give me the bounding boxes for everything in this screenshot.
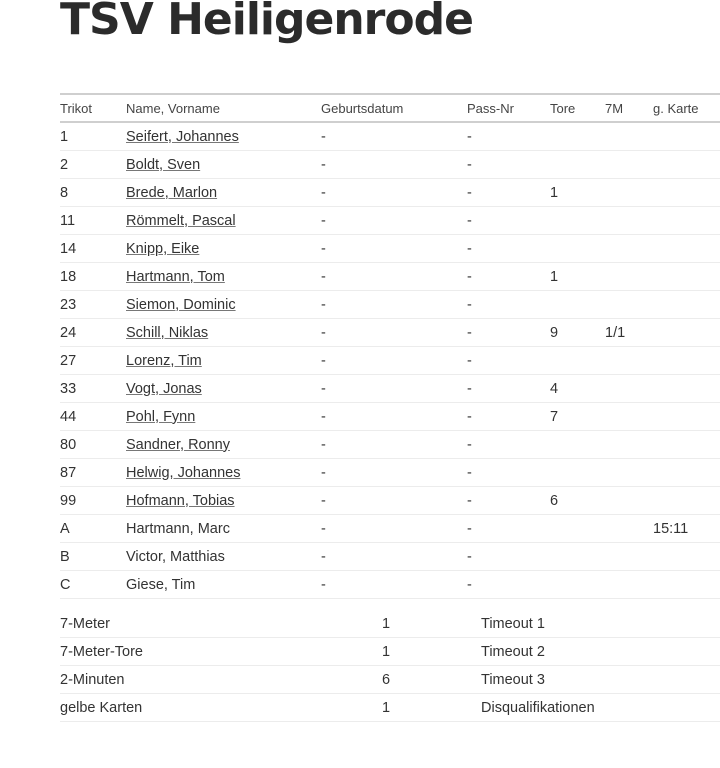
trikot-cell: 8 (60, 179, 126, 207)
col-tore: Tore (550, 94, 605, 122)
stat-label: 7-Meter-Tore (60, 638, 382, 666)
stats-row (60, 638, 720, 666)
name-cell (126, 375, 321, 403)
geburtsdatum-cell: - (321, 375, 467, 403)
table-row (60, 179, 720, 207)
player-link[interactable]: Hofmann, Tobias (126, 492, 235, 509)
stat-value (655, 638, 720, 666)
tore-cell (550, 543, 605, 571)
tore-cell (550, 571, 605, 599)
7m-cell (605, 487, 653, 515)
geburtsdatum-cell: - (321, 431, 467, 459)
geburtsdatum-cell: - (321, 515, 467, 543)
tore-cell (550, 291, 605, 319)
name-cell: Giese, Tim (126, 571, 321, 599)
tore-cell (550, 122, 605, 151)
tore-cell: 1 (550, 179, 605, 207)
7m-cell: 1/1 (605, 319, 653, 347)
7m-cell (605, 179, 653, 207)
gelbe-karte-cell (653, 459, 720, 487)
trikot-cell: 23 (60, 291, 126, 319)
col-name: Name, Vorname (126, 94, 321, 122)
name-cell (126, 487, 321, 515)
player-link[interactable]: Seifert, Johannes (126, 128, 239, 145)
name-cell (126, 403, 321, 431)
7m-cell (605, 122, 653, 151)
pass-nr-cell: - (467, 179, 550, 207)
stat-label: Timeout 3 (481, 666, 655, 694)
pass-nr-cell: - (467, 431, 550, 459)
trikot-cell: 2 (60, 151, 126, 179)
tore-cell (550, 431, 605, 459)
stat-value (655, 694, 720, 722)
stat-value (655, 666, 720, 694)
gelbe-karte-cell (653, 122, 720, 151)
stat-label: Disqualifikationen (481, 694, 655, 722)
name-cell: Hartmann, Marc (126, 515, 321, 543)
name-cell (126, 459, 321, 487)
col-geburtsdatum: Geburtsdatum (321, 94, 467, 122)
stat-label: gelbe Karten (60, 694, 382, 722)
tore-cell: 9 (550, 319, 605, 347)
stat-value: 1 (382, 694, 481, 722)
pass-nr-cell: - (467, 319, 550, 347)
name-cell: Victor, Matthias (126, 543, 321, 571)
trikot-cell: 14 (60, 235, 126, 263)
col-7m: 7M (605, 94, 653, 122)
player-link[interactable]: Helwig, Johannes (126, 464, 241, 481)
name-cell (126, 122, 321, 151)
trikot-cell: 87 (60, 459, 126, 487)
7m-cell (605, 375, 653, 403)
col-trikot: Trikot (60, 94, 126, 122)
gelbe-karte-cell (653, 487, 720, 515)
geburtsdatum-cell: - (321, 207, 467, 235)
name-cell (126, 151, 321, 179)
geburtsdatum-cell: - (321, 122, 467, 151)
table-row (60, 571, 720, 599)
trikot-cell: 18 (60, 263, 126, 291)
player-link[interactable]: Knipp, Eike (126, 240, 200, 257)
gelbe-karte-cell (653, 347, 720, 375)
table-row (60, 347, 720, 375)
player-link[interactable]: Vogt, Jonas (126, 380, 202, 397)
tore-cell (550, 515, 605, 543)
tore-cell: 4 (550, 375, 605, 403)
geburtsdatum-cell: - (321, 571, 467, 599)
trikot-cell: 1 (60, 122, 126, 151)
table-row (60, 263, 720, 291)
geburtsdatum-cell: - (321, 263, 467, 291)
geburtsdatum-cell: - (321, 291, 467, 319)
tore-cell (550, 207, 605, 235)
pass-nr-cell: - (467, 375, 550, 403)
geburtsdatum-cell: - (321, 403, 467, 431)
7m-cell (605, 459, 653, 487)
table-row (60, 291, 720, 319)
gelbe-karte-cell (653, 319, 720, 347)
stat-value: 1 (382, 610, 481, 638)
gelbe-karte-cell (653, 543, 720, 571)
table-row (60, 543, 720, 571)
7m-cell (605, 403, 653, 431)
gelbe-karte-cell (653, 179, 720, 207)
gelbe-karte-cell (653, 207, 720, 235)
pass-nr-cell: - (467, 543, 550, 571)
gelbe-karte-cell: 15:11 (653, 515, 720, 543)
trikot-cell: 24 (60, 319, 126, 347)
name-cell (126, 291, 321, 319)
stat-value: 6 (382, 666, 481, 694)
pass-nr-cell: - (467, 571, 550, 599)
tore-cell (550, 235, 605, 263)
table-row (60, 487, 720, 515)
table-row (60, 515, 720, 543)
player-link[interactable]: Siemon, Dominic (126, 296, 236, 313)
player-link[interactable]: Sandner, Ronny (126, 436, 230, 453)
stat-label: Timeout 2 (481, 638, 655, 666)
roster-header-row (60, 94, 720, 122)
name-cell (126, 179, 321, 207)
gelbe-karte-cell (653, 403, 720, 431)
7m-cell (605, 515, 653, 543)
7m-cell (605, 207, 653, 235)
stat-value: 1 (382, 638, 481, 666)
trikot-cell: 33 (60, 375, 126, 403)
pass-nr-cell: - (467, 207, 550, 235)
gelbe-karte-cell (653, 235, 720, 263)
table-row (60, 151, 720, 179)
player-link[interactable]: Brede, Marlon (126, 184, 218, 201)
7m-cell (605, 431, 653, 459)
pass-nr-cell: - (467, 459, 550, 487)
player-link[interactable]: Lorenz, Tim (126, 352, 202, 369)
geburtsdatum-cell: - (321, 179, 467, 207)
7m-cell (605, 291, 653, 319)
trikot-cell: A (60, 515, 126, 543)
stats-row (60, 694, 720, 722)
trikot-cell: 27 (60, 347, 126, 375)
gelbe-karte-cell (653, 571, 720, 599)
gelbe-karte-cell (653, 151, 720, 179)
stat-value (655, 610, 720, 638)
pass-nr-cell: - (467, 151, 550, 179)
pass-nr-cell: - (467, 347, 550, 375)
pass-nr-cell: - (467, 515, 550, 543)
trikot-cell: 11 (60, 207, 126, 235)
pass-nr-cell: - (467, 263, 550, 291)
tore-cell (550, 459, 605, 487)
pass-nr-cell: - (467, 291, 550, 319)
table-row (60, 431, 720, 459)
gelbe-karte-cell (653, 291, 720, 319)
name-cell (126, 347, 321, 375)
name-cell (126, 431, 321, 459)
stat-label: 2-Minuten (60, 666, 382, 694)
trikot-cell: B (60, 543, 126, 571)
pass-nr-cell: - (467, 122, 550, 151)
table-row (60, 122, 720, 151)
name-cell (126, 207, 321, 235)
stat-label: 7-Meter (60, 610, 382, 638)
table-row (60, 319, 720, 347)
name-cell (126, 235, 321, 263)
7m-cell (605, 571, 653, 599)
player-link[interactable]: Römmelt, Pascal (126, 212, 236, 229)
7m-cell (605, 543, 653, 571)
roster-table (60, 93, 720, 599)
tore-cell: 7 (550, 403, 605, 431)
tore-cell (550, 347, 605, 375)
col-pass-nr: Pass-Nr (467, 94, 550, 122)
table-row (60, 207, 720, 235)
geburtsdatum-cell: - (321, 459, 467, 487)
gelbe-karte-cell (653, 431, 720, 459)
geburtsdatum-cell: - (321, 487, 467, 515)
name-cell (126, 263, 321, 291)
tore-cell (550, 151, 605, 179)
trikot-cell: 99 (60, 487, 126, 515)
stat-label: Timeout 1 (481, 610, 655, 638)
trikot-cell: C (60, 571, 126, 599)
player-link[interactable]: Schill, Niklas (126, 324, 209, 341)
geburtsdatum-cell: - (321, 319, 467, 347)
geburtsdatum-cell: - (321, 151, 467, 179)
table-row (60, 403, 720, 431)
player-link[interactable]: Boldt, Sven (126, 156, 201, 173)
gelbe-karte-cell (653, 375, 720, 403)
7m-cell (605, 235, 653, 263)
trikot-cell: 80 (60, 431, 126, 459)
7m-cell (605, 151, 653, 179)
geburtsdatum-cell: - (321, 235, 467, 263)
player-link[interactable]: Pohl, Fynn (126, 408, 196, 425)
pass-nr-cell: - (467, 403, 550, 431)
trikot-cell: 44 (60, 403, 126, 431)
tore-cell: 6 (550, 487, 605, 515)
7m-cell (605, 347, 653, 375)
table-row (60, 235, 720, 263)
pass-nr-cell: - (467, 235, 550, 263)
col-gelbe-karte: g. Karte (653, 94, 720, 122)
stats-row (60, 610, 720, 638)
name-cell (126, 319, 321, 347)
pass-nr-cell: - (467, 487, 550, 515)
gelbe-karte-cell (653, 263, 720, 291)
team-title: TSV Heiligenrode (60, 0, 473, 45)
geburtsdatum-cell: - (321, 347, 467, 375)
player-link[interactable]: Hartmann, Tom (126, 268, 225, 285)
stats-table (60, 610, 720, 722)
table-row (60, 375, 720, 403)
stats-row (60, 666, 720, 694)
geburtsdatum-cell: - (321, 543, 467, 571)
table-row (60, 459, 720, 487)
7m-cell (605, 263, 653, 291)
tore-cell: 1 (550, 263, 605, 291)
